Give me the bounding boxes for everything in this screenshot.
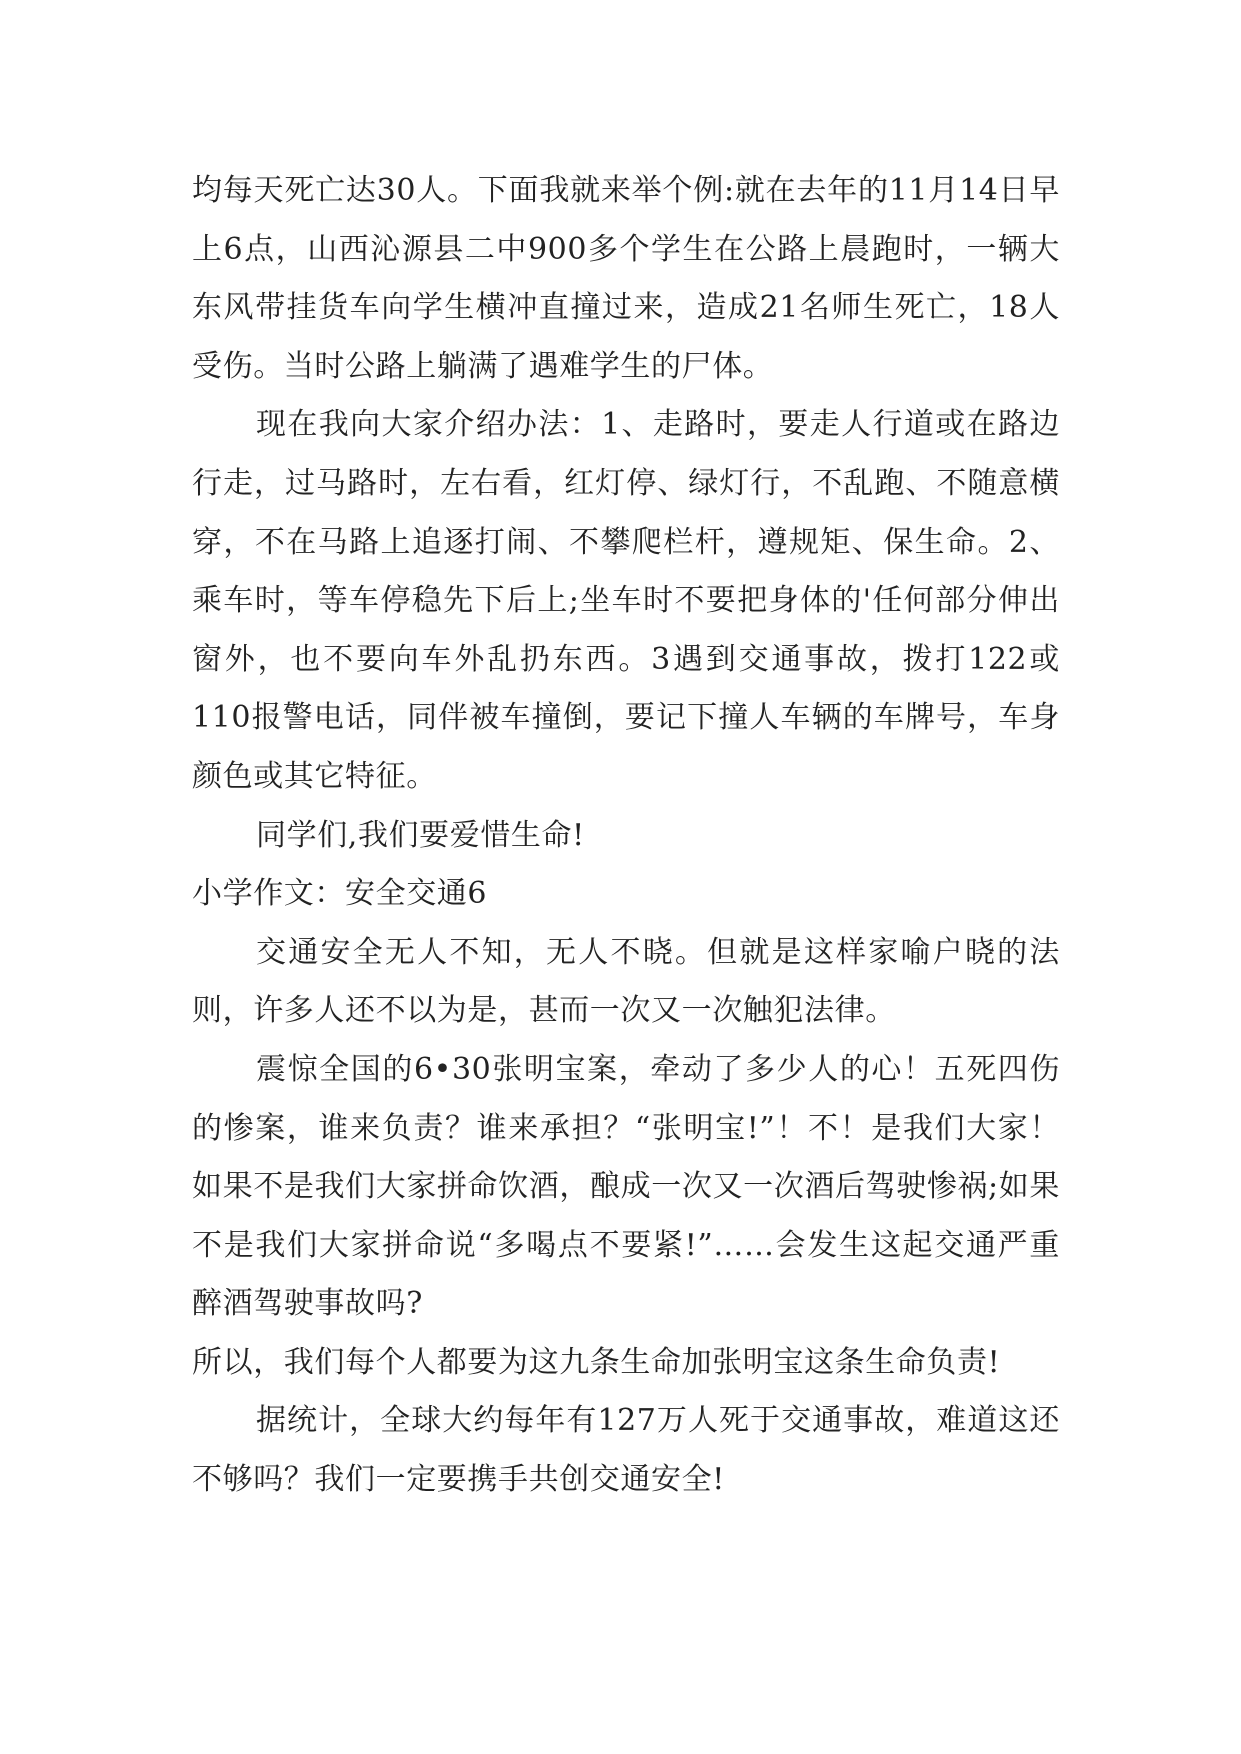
paragraph-3: 同学们,我们要爱惜生命! bbox=[256, 817, 585, 853]
section-heading: 小学作文：安全交通6 bbox=[192, 876, 488, 912]
paragraph-8: 据统计，全球大约每年有127万人死于交通事故，难道这还不够吗？我们一定要携手共创交通安全! bbox=[192, 1403, 1060, 1498]
paragraph-1: 均每天死亡达30人。下面我就来举个例:就在去年的11月14日早上6点，山西沁源县二中900多个学生在公路上晨跑时，一辆大东风带挂货车向学生横冲直撞过来，造成21名师生死亡，18人受伤。当时公路上躺满了遇难学生的尸体。 bbox=[192, 173, 1060, 384]
paragraph-5: 交通安全无人不知，无人不晓。但就是这样家喻户晓的法则，许多人还不以为是，甚而一次又一次触犯法律。 bbox=[192, 934, 1060, 1029]
paragraph-7: 所以，我们每个人都要为这九条生命加张明宝这条生命负责! bbox=[192, 1344, 1001, 1380]
paragraph-2: 现在我向大家介绍办法：1、走路时，要走人行道或在路边行走，过马路时，左右看，红灯停、绿灯行，不乱跑、不随意横穿，不在马路上追逐打闹、不攀爬栏杆，遵规矩、保生命。2、乘车时，等车停稳先下后上;坐车时不要把身体的'任何部分伸出窗外，也不要向车外乱扔东西。3遇到交通事故，拨打122或110报警电话，同伴被车撞倒，要记下撞人车辆的车牌号，车身颜色或其它特征。 bbox=[192, 407, 1060, 794]
document-body bbox=[192, 162, 1060, 1510]
paragraph-6: 震惊全国的6•30张明宝案，牵动了多少人的心！五死四伤的惨案，谁来负责？谁来承担？“张明宝!”！不！是我们大家！如果不是我们大家拼命饮酒，酿成一次又一次酒后驾驶惨祸;如果不是我们大家拼命说“多喝点不要紧!”……会发生这起交通严重醉酒驾驶事故吗? bbox=[192, 1051, 1060, 1322]
